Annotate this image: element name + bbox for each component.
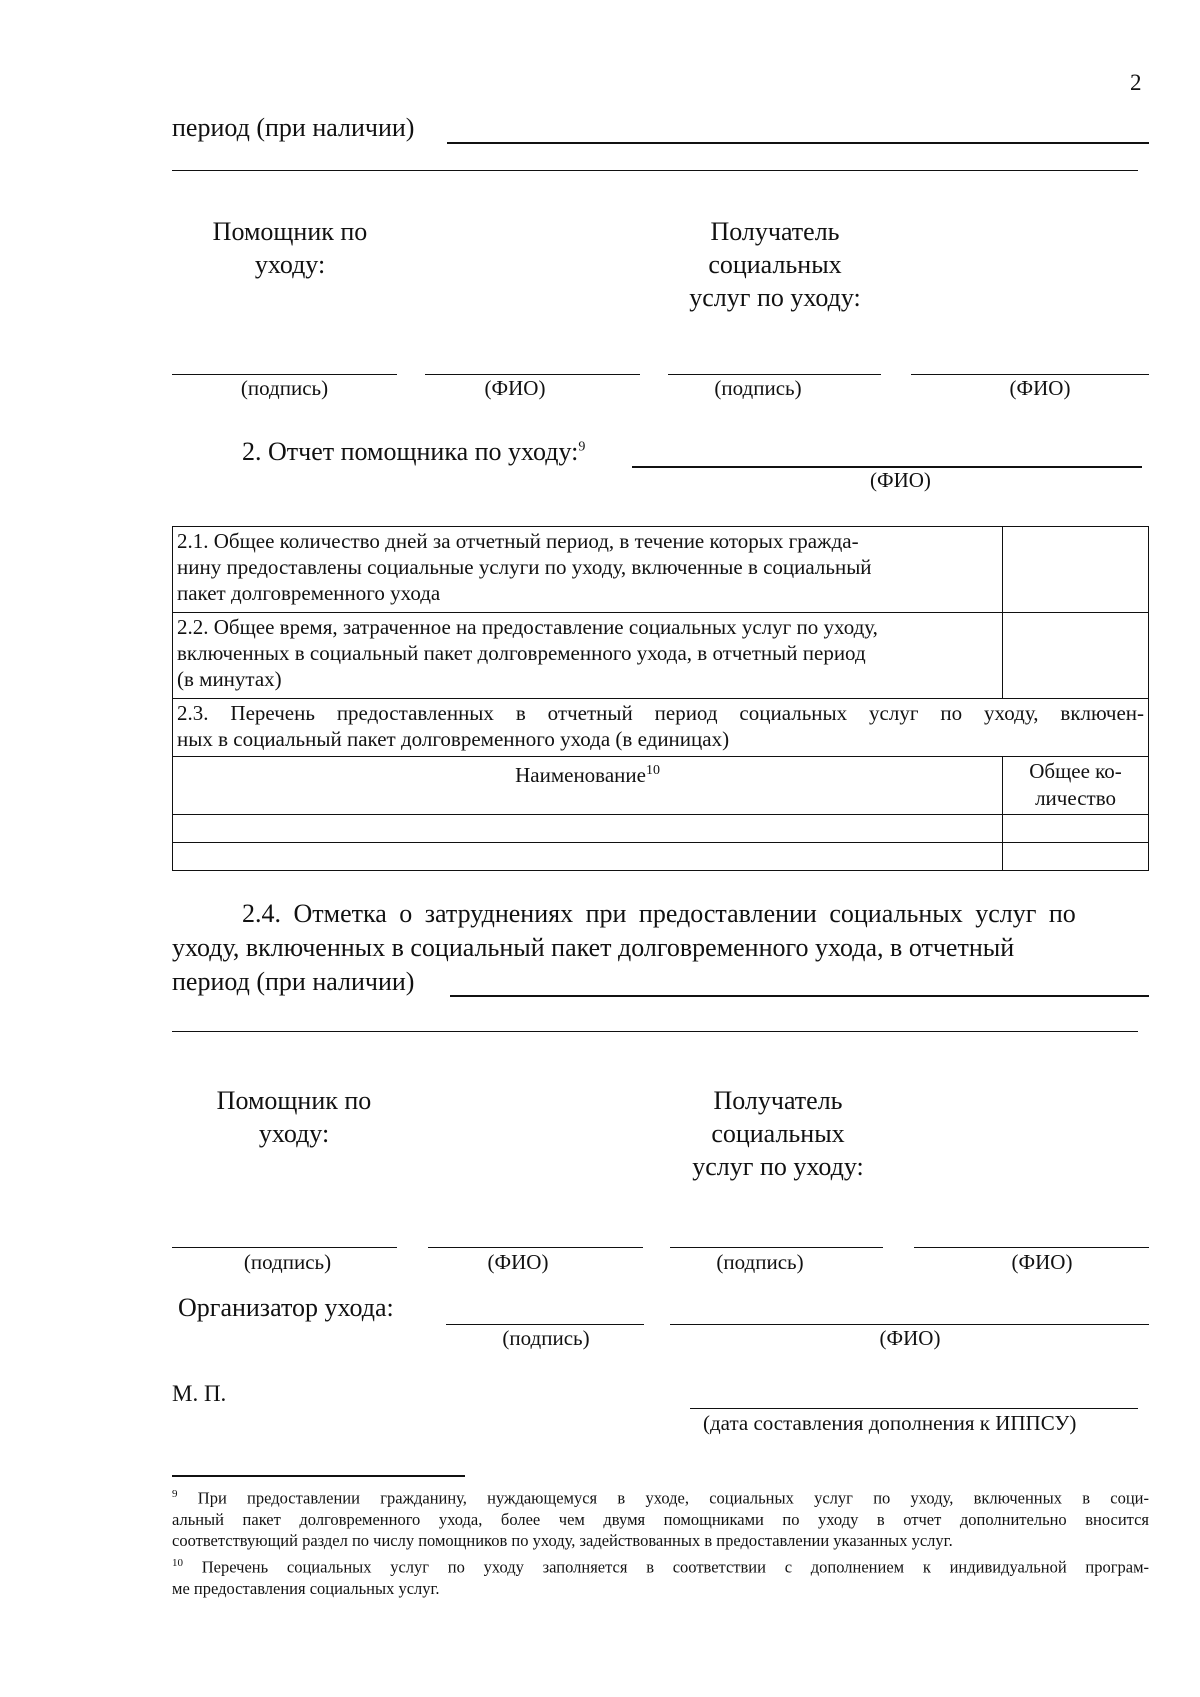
cell-total-time-value[interactable] xyxy=(1003,613,1149,699)
footnote-separator xyxy=(172,1475,465,1477)
footnote-9: $^9$ При предоставлении гражданину, нуждающемуся в уходе, социальных услуг по уходу, включенных в соци- альный пакет долговременного ухода, более чем двумя помощниками по уходу в отчет дополнительно вносится соответствующий раздел по числу помощников по уходу, задействованных в предоставлении указанных услуг. xyxy=(172,1488,1149,1550)
period-field-line[interactable] xyxy=(447,142,1149,144)
difficulties-extra-line[interactable] xyxy=(172,1031,1138,1032)
fio-line[interactable] xyxy=(425,374,640,375)
period-extra-line[interactable] xyxy=(172,170,1138,171)
date-caption: (дата составления дополнения к ИППСУ) xyxy=(703,1411,1077,1435)
fio-line[interactable] xyxy=(914,1247,1149,1248)
footnote-10: $^{10}$ Перечень социальных услуг по уходу заполняется в соответствии с дополнением к индивидуальной програм- ме предоставления социальных услуг. xyxy=(172,1557,1149,1598)
col-header-name: Наименование$^{10}$ xyxy=(173,757,1003,815)
stamp-mark: М. П. xyxy=(172,1381,227,1406)
assistant-label: Помощник по уходу: xyxy=(216,1086,372,1148)
signature-line[interactable] xyxy=(668,374,881,375)
row-total-time: 2.2. Общее время, затраченное на предоставление социальных услуг по уходу, включенных в социальный пакет долговременного ухода, в отчетный период (в минутах) xyxy=(173,613,1003,699)
caption-signature: (подпись) xyxy=(240,376,329,400)
cell-service-total[interactable] xyxy=(1003,815,1149,843)
fio-line[interactable] xyxy=(428,1247,643,1248)
difficulties-line1: 2.4. Отметка о затруднениях при предоставлении социальных услуг по xyxy=(242,899,1076,928)
caption-fio: (ФИО) xyxy=(1011,1250,1073,1274)
recipient-label: Получатель социальных услуг по уходу: xyxy=(689,217,861,312)
row-services-list: 2.3. Перечень предоставленных в отчетный период социальных услуг по уходу, включен- ных в социальный пакет долговременного ухода (в единицах) xyxy=(173,699,1149,757)
organizer-label: Организатор ухода: xyxy=(178,1293,394,1322)
cell-service-total[interactable] xyxy=(1003,843,1149,871)
cell-total-days-value[interactable] xyxy=(1003,527,1149,613)
signature-line[interactable] xyxy=(670,1247,883,1248)
signature-line[interactable] xyxy=(172,374,397,375)
assistant-label: Помощник по уходу: xyxy=(212,217,368,279)
page-number: 2 xyxy=(1130,70,1142,95)
caption-signature: (подпись) xyxy=(243,1250,332,1274)
date-line[interactable] xyxy=(690,1408,1138,1409)
difficulties-field-line[interactable] xyxy=(450,995,1149,997)
organizer-signature-caption: (подпись) xyxy=(502,1326,590,1350)
organizer-fio-line[interactable] xyxy=(670,1324,1149,1325)
fio-line[interactable] xyxy=(911,374,1149,375)
report-heading: 2. Отчет помощника по уходу:$^9$ xyxy=(242,437,586,466)
organizer-signature-line[interactable] xyxy=(446,1324,644,1325)
caption-fio: (ФИО) xyxy=(487,1250,549,1274)
recipient-label: Получатель социальных услуг по уходу: xyxy=(692,1086,864,1181)
period-label: период (при наличии) xyxy=(172,113,415,142)
report-table xyxy=(172,526,1149,871)
report-fio-caption: (ФИО) xyxy=(870,468,931,492)
difficulties-line2: уходу, включенных в социальный пакет долговременного ухода, в отчетный xyxy=(172,933,1015,962)
caption-signature: (подпись) xyxy=(714,376,802,400)
cell-service-name[interactable] xyxy=(173,843,1003,871)
caption-fio: (ФИО) xyxy=(484,376,546,400)
organizer-fio-caption: (ФИО) xyxy=(879,1326,941,1350)
row-total-days: 2.1. Общее количество дней за отчетный период, в течение которых гражда- нину предоставлены социальные услуги по уходу, включенные в социальный пакет долговременного ухода xyxy=(173,527,1003,613)
col-header-total: Общее ко- личество xyxy=(1003,757,1149,815)
caption-fio: (ФИО) xyxy=(1009,376,1071,400)
difficulties-line3: период (при наличии) xyxy=(172,967,415,996)
caption-signature: (подпись) xyxy=(716,1250,804,1274)
signature-line[interactable] xyxy=(172,1247,397,1248)
cell-service-name[interactable] xyxy=(173,815,1003,843)
